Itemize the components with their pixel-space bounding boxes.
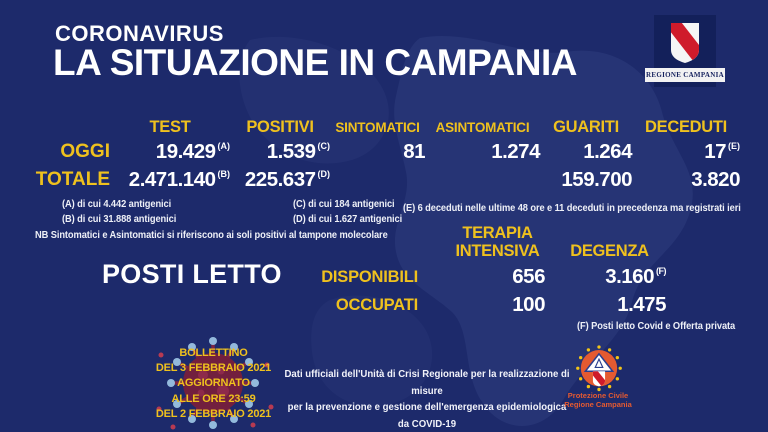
value-totale-deceduti: 3.820	[691, 167, 740, 191]
footnote-d: (D) di cui 1.627 antigenici	[293, 214, 403, 225]
footnote-a: (A) di cui 4.442 antigenici	[62, 199, 172, 210]
value-disponibili-degenza: 3.160 $^{(F)}$	[605, 265, 666, 288]
value-oggi-positivi: 1.539 $^{(C)}$	[266, 140, 330, 163]
value-oggi-sintomatici: 81	[403, 140, 425, 163]
value-oggi-asintomatici: 1.274	[491, 140, 540, 163]
bulletin-date-block: BOLLETTINO DEL 3 FEBBRAIO 2021 AGGIORNATO ALLE ORE 23:59 DEL 2 FEBBRAIO 2021	[155, 347, 272, 420]
footnote-e: (E) 6 deceduti nelle ultime 48 ore e 11 deceduti in precedenza ma registrati ieri	[403, 203, 741, 214]
row-label-totale: TOTALE	[35, 168, 110, 190]
value-disponibili-terapia: 656	[512, 265, 545, 288]
column-header-sintomatici: SINTOMATICI	[335, 119, 420, 135]
page-title-line2: LA SITUAZIONE IN CAMPANIA	[53, 42, 577, 83]
column-header-test: TEST	[149, 117, 191, 136]
beds-row-label-disponibili: DISPONIBILI	[321, 268, 418, 286]
stats-table	[25, 116, 740, 193]
value-totale-test: 2.471.140 $^{(B)}$	[128, 167, 230, 191]
value-totale-positivi: 225.637 $^{(D)}$	[244, 167, 330, 191]
column-header-deceduti: DECEDUTI	[645, 117, 727, 136]
page-title-line1: CORONAVIRUS	[55, 21, 224, 46]
protezione-civile-logo-icon	[572, 344, 626, 394]
footnote-f: (F) Posti letto Covid e Offerta privata	[577, 321, 736, 332]
regione-campania-logo-caption	[645, 68, 725, 82]
value-occupati-degenza: 1.475	[617, 293, 666, 316]
value-occupati-terapia: 100	[512, 293, 545, 316]
footnote-nb: NB Sintomatici e Asintomatici si riferiscono ai soli positivi al tampone molecolare	[35, 230, 388, 241]
column-header-asintomatici: ASINTOMATICI	[435, 119, 530, 135]
footnote-c: (C) di cui 184 antigenici	[293, 199, 395, 210]
beds-section-title: POSTI LETTO	[102, 259, 282, 289]
beds-row-label-occupati: OCCUPATI	[335, 296, 418, 314]
value-totale-guariti: 159.700	[561, 167, 632, 191]
value-oggi-test: 19.429 $^{(A)}$	[155, 140, 230, 163]
regione-campania-caption-text: REGIONE CAMPANIA	[646, 71, 724, 79]
official-source-note: Dati ufficiali dell'Unità di Crisi Regionale per la realizzazione di misure per la prevenzione e gestione dell'emergenza epidemiologica da COVID-19	[284, 369, 570, 430]
row-label-oggi: OGGI	[60, 141, 110, 162]
beds-column-header-degenza: DEGENZA	[570, 242, 649, 260]
beds-column-header-terapia-intensiva: TERAPIA INTENSIVA	[455, 224, 540, 260]
value-oggi-guariti: 1.264	[583, 140, 632, 163]
footnote-b: (B) di cui 31.888 antigenici	[62, 214, 177, 225]
value-oggi-deceduti: 17 $^{(E)}$	[704, 140, 740, 163]
column-header-positivi: POSITIVI	[246, 117, 314, 136]
column-header-guariti: GUARITI	[553, 117, 619, 136]
regione-campania-shield-icon	[668, 22, 702, 64]
protezione-civile-caption: Protezione Civile Regione Campania	[564, 391, 632, 409]
